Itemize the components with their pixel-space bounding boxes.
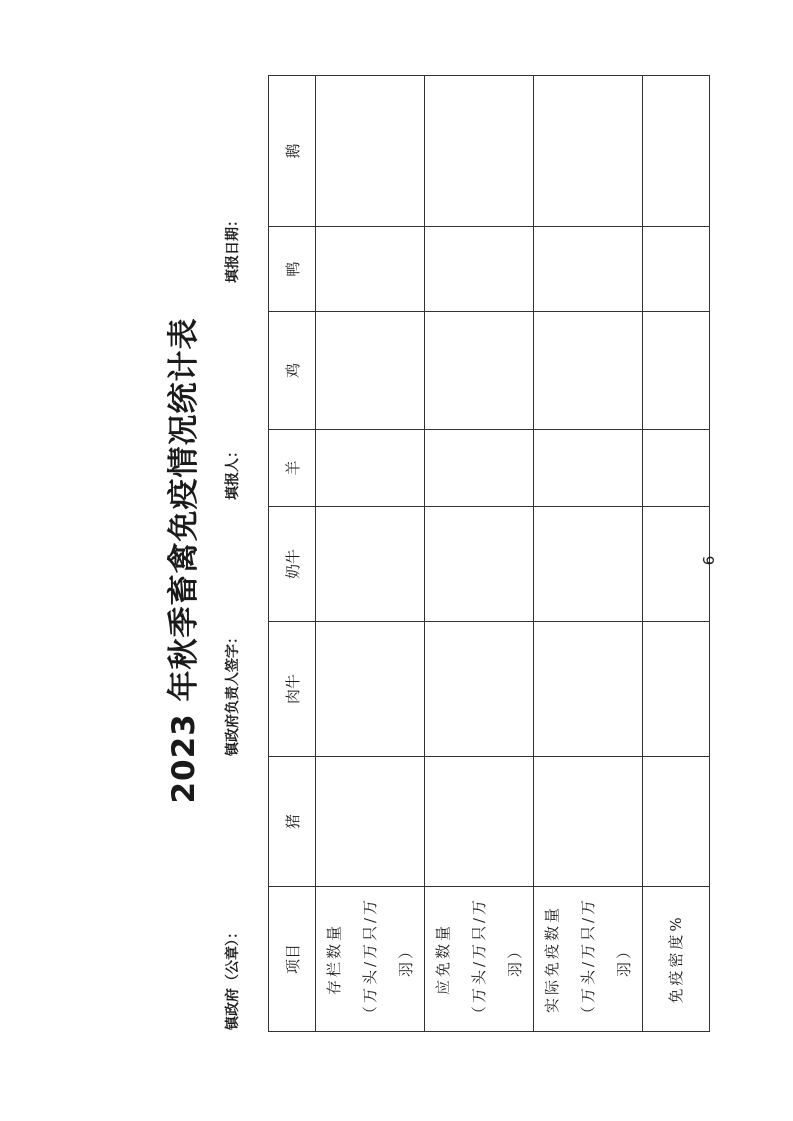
row-label: [316, 887, 425, 1032]
data-cell: [425, 622, 534, 757]
data-cell: [316, 312, 425, 430]
data-cell: [316, 430, 425, 507]
town-seal-label: 镇政府（公章）：: [225, 925, 241, 1030]
header-goose: 鹅: [269, 76, 316, 227]
row-label-unit: （万头/万只/万羽）: [579, 896, 633, 1022]
table-header-row: [269, 76, 316, 1032]
header-pig: 猪: [269, 757, 316, 887]
header-item: 项目: [269, 887, 316, 1032]
leader-sign-label: 镇政府负责人签字：: [225, 630, 241, 756]
data-cell: [534, 622, 643, 757]
data-cell: [534, 430, 643, 507]
date-label: 填报日期：: [225, 213, 241, 283]
data-cell: [425, 430, 534, 507]
data-cell: [316, 76, 425, 227]
data-cell: [534, 227, 643, 312]
row-label: [534, 887, 643, 1032]
table-row: [534, 76, 643, 1032]
page-title: 2023 年秋季畜禽免疫情况统计表: [166, 317, 202, 804]
row-label-main: 应免数量: [434, 923, 452, 996]
filler-label: 填报人：: [225, 444, 241, 500]
data-cell: [425, 312, 534, 430]
data-cell: [425, 227, 534, 312]
immunization-table: [268, 75, 710, 1032]
row-label: [425, 887, 534, 1032]
data-cell: [425, 76, 534, 227]
row-label-main: 实际免疫数量: [543, 905, 561, 1014]
row-label-unit: （万头/万只/万羽）: [470, 896, 524, 1022]
data-cell: [316, 622, 425, 757]
page-number: 6: [700, 555, 718, 566]
data-cell: [425, 507, 534, 622]
data-cell: [425, 757, 534, 887]
table-row: [425, 76, 534, 1032]
data-cell: [534, 76, 643, 227]
data-cell: [316, 757, 425, 887]
header-duck: 鸭: [269, 227, 316, 312]
data-cell: [534, 507, 643, 622]
row-label-unit: （万头/万只/万羽）: [361, 896, 415, 1022]
table-row: [316, 76, 425, 1032]
data-cell: [316, 227, 425, 312]
header-sheep: 羊: [269, 430, 316, 507]
row-label-main: 存栏数量: [325, 923, 343, 996]
data-cell: [534, 757, 643, 887]
data-cell: [534, 312, 643, 430]
data-cell: [316, 507, 425, 622]
header-dairy-cattle: 奶牛: [269, 507, 316, 622]
row-label-main: 免疫密度%: [667, 914, 685, 1004]
header-beef-cattle: 肉牛: [269, 622, 316, 757]
header-chicken: 鸡: [269, 312, 316, 430]
